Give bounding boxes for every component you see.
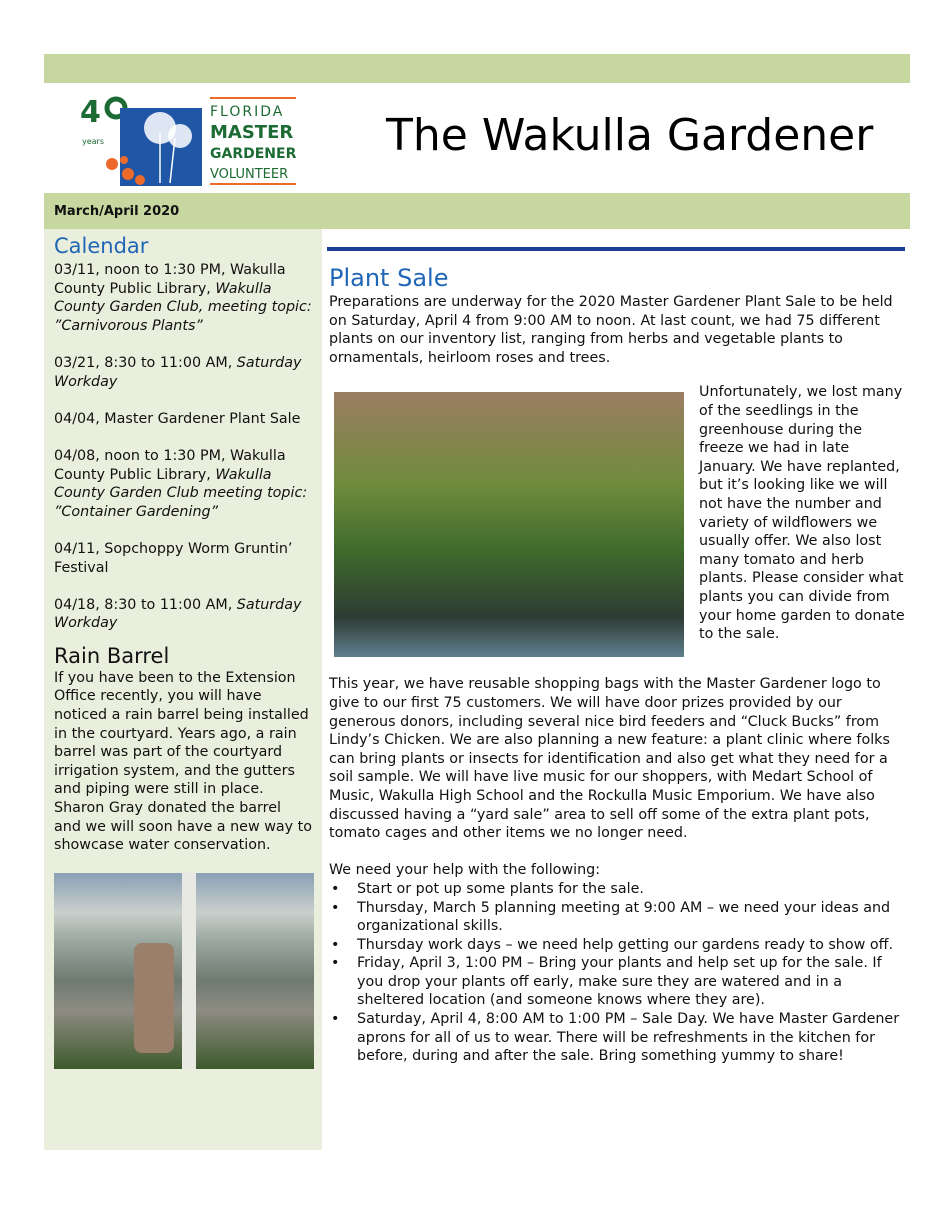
help-item: • Thursday work days – we need help getting our gardens ready to show off.: [329, 936, 905, 955]
sidebar: [44, 229, 322, 1150]
paragraph-intro: Preparations are underway for the 2020 Master Gardener Plant Sale to be held on Saturday, April 4 from 9:00 AM to noon. At last count, we had 75 different plants on our inventory list, ranging from herbs and vegetable plants to ornamentals, heirloom roses and trees.: [329, 294, 893, 366]
event-text: 03/11, noon to 1:30 PM, Wakulla County Public Library,: [54, 262, 286, 297]
svg-text:FLORIDA: FLORIDA: [210, 104, 285, 120]
section-rule: [327, 247, 905, 251]
issue-date: March/April 2020: [54, 204, 180, 219]
event-text: 04/18, 8:30 to 11:00 AM,: [54, 596, 237, 613]
event-detail: Saturday Workday: [54, 354, 302, 390]
svg-text:4: 4: [80, 95, 101, 130]
calendar-event: [54, 596, 312, 633]
event-detail: Saturday Workday: [54, 596, 302, 632]
help-item: • Saturday, April 4, 8:00 AM to 1:00 PM – Sale Day. We have Master Gardener aprons for all of us to wear. There will be refreshments in the kitchen for before, during and after the sale. Bring something yummy to share!: [329, 1010, 905, 1066]
calendar-list: [54, 261, 312, 633]
help-intro: We need your help with the following:: [329, 862, 601, 879]
calendar-event: [54, 354, 312, 391]
date-band: [44, 193, 910, 229]
event-detail: Wakulla County Garden Club meeting topic: ”Container Gardening”: [54, 466, 308, 520]
event-text: 03/21, 8:30 to 11:00 AM,: [54, 354, 237, 371]
calendar-event: [54, 447, 312, 521]
event-text: 04/08, noon to 1:30 PM, Wakulla County Public Library,: [54, 447, 286, 483]
help-item: • Friday, April 3, 1:00 PM – Bring your plants and help set up for the sale. If you drop your plants off early, make sure they are watered and in a sheltered location (and someone knows where they are).: [329, 954, 905, 1010]
rain-barrel-text: If you have been to the Extension Office recently, you will have noticed a rain barrel being installed in the courtyard. Years ago, a rain barrel was part of the courtyard irrigation system, and the gutters and piping were still in place. Sharon Gray donated the barrel and we will soon have a new way to showcase water conservation.: [54, 669, 313, 854]
event-detail: Wakulla County Garden Club, meeting topic: ”Carnivorous Plants”: [54, 280, 312, 334]
florida-master-gardener-logo: [80, 88, 300, 186]
calendar-event: [54, 540, 312, 577]
paragraph-freeze: Unfortunately, we lost many of the seedlings in the greenhouse during the freeze we had in late January. We have replanted, but it’s looking like we will not have the number and variety of wildflowers we usually offer. We also lost many tomato and herb plants. Please consider what plants you can divide from your home garden to donate to the sale.: [699, 384, 905, 643]
help-item: • Start or pot up some plants for the sale.: [329, 880, 905, 899]
main-article: [329, 247, 905, 1066]
newsletter-title: The Wakulla Gardener: [386, 110, 874, 161]
paragraph-features: This year, we have reusable shopping bags with the Master Gardener logo to give to our first 75 customers. We will have door prizes provided by our generous donors, including several nice bird feeders and “Cluck Bucks” from Lindy’s Chicken. We are also planning a new feature: a plant clinic where folks can bring plants or insects for identification and also get what they need for a soil sample. We will have live music for our shoppers, with Medart School of Music, Wakulla High School and the Rockulla Music Emporium. We have also discussed having a “yard sale” area to sell off some of the extra plant pots, tomato cages and other items we no longer need.: [329, 676, 890, 842]
help-list: [329, 880, 905, 1066]
calendar-heading: Calendar: [54, 234, 149, 258]
event-text: 04/11, Sopchoppy Worm Gruntin’ Festival: [54, 540, 293, 576]
rain-barrel-photo: [54, 873, 314, 1069]
plant-seedlings-photo: [334, 392, 684, 657]
help-item: • Thursday, March 5 planning meeting at 9:00 AM – we need your ideas and organizational skills.: [329, 899, 905, 936]
calendar-event: [54, 261, 312, 335]
svg-text:GARDENER: GARDENER: [210, 146, 297, 162]
calendar-event: [54, 410, 312, 429]
rain-barrel-heading: Rain Barrel: [54, 643, 170, 668]
svg-text:VOLUNTEER: VOLUNTEER: [210, 167, 289, 182]
svg-text:years: years: [82, 137, 105, 146]
top-band: [44, 54, 910, 83]
photo-text-block: [329, 383, 905, 657]
article-heading: Plant Sale: [329, 264, 449, 292]
svg-text:MASTER: MASTER: [210, 122, 294, 143]
event-text: 04/04, Master Gardener Plant Sale: [54, 410, 301, 427]
